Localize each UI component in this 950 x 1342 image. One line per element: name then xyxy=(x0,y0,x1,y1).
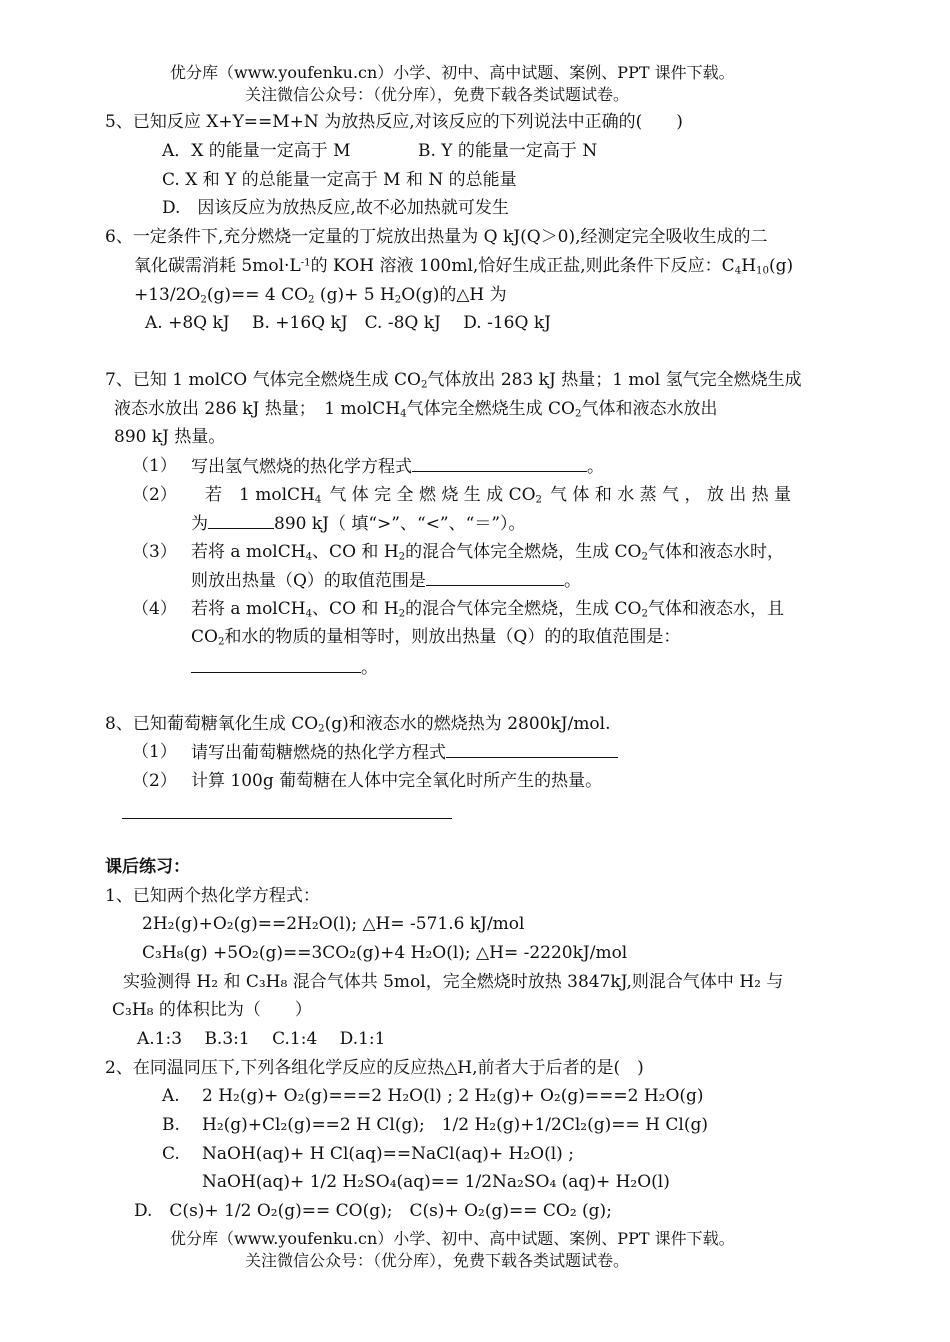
h1-options: A.1:3 B.3:1 C.1:4 D.1:1 xyxy=(137,1029,386,1049)
q7-part-4-text: 若将 a molCH$_4$、CO 和 $H_2$的混合气体完全燃烧，生成 $CO_2$气体和液态水，且 xyxy=(191,599,784,620)
h2-option-b-text: H₂(g)+Cl₂(g)==2 H Cl(g); 1/2 H₂(g)+1/2Cl₂(g)== H Cl(g) xyxy=(202,1115,708,1135)
q8-part-1-label: （1） xyxy=(132,742,177,762)
q7-part-4-line-3: 。 xyxy=(191,656,378,679)
q5-option-d: D. 因该反应为放热反应,故不必加热就可发生 xyxy=(162,198,509,218)
q6-options: A. +8Q kJ B. +16Q kJ C. -8Q kJ D. -16Q kJ xyxy=(145,313,551,333)
q5-option-c: C. X 和 Y 的总能量一定高于 M 和 N 的总能量 xyxy=(162,170,517,190)
q7-part-2-label: （2） xyxy=(132,485,177,505)
q7-part-1-text: 写出氢气燃烧的热化学方程式 。 xyxy=(191,457,604,477)
q8-part-2-text: 计算 100g 葡萄糖在人体中完全氧化时所产生的热量。 xyxy=(191,771,603,791)
q7-part-4-line-2: $CO_2$和水的物质的量相等时，则放出热量（Q）的的取值范围是： xyxy=(191,627,681,648)
h1-line-3: 实验测得 H₂ 和 C₃H₈ 混合气体共 5mol，完全燃烧时放热 3847kJ,则混合气体中 H₂ 与 xyxy=(123,972,784,992)
footer-line-2: 关注微信公众号：（优分库），免费下载各类试题试卷。 xyxy=(245,1251,630,1270)
q7-line-3: 890 kJ 热量。 xyxy=(114,427,226,447)
q7-part-3-line-2: 则放出热量（Q）的取值范围是 。 xyxy=(191,571,581,591)
h2-option-c-label: C. xyxy=(162,1144,180,1164)
q8-part-2-label: （2） xyxy=(132,771,177,791)
q7-part-2-text: 若 1 molCH$_4$ 气 体 完 全 燃 烧 生 成 $CO_2$ 气 体 和 水 蒸 气 ， 放 出 热 量 xyxy=(205,485,792,506)
q7-part-3-text: 若将 a molCH$_4$、CO 和 $H_2$的混合气体完全燃烧，生成 $CO_2$气体和液态水时， xyxy=(191,542,784,563)
h2-option-c-text: NaOH(aq)+ H Cl(aq)==NaCl(aq)+ H₂O(l) ; xyxy=(202,1144,574,1164)
footer-line-1: 优分库（www.youfenku.cn）小学、初中、高中试题、案例、PPT 课件下载。 xyxy=(170,1229,735,1248)
q8-part-1-text: 请写出葡萄糖燃烧的热化学方程式 xyxy=(191,741,618,764)
answer-blank xyxy=(208,512,274,529)
q7-line-1: 7、已知 1 molCO 气体完全燃烧生成 $CO_2$气体放出 283 kJ 热量；1 mol 氢气完全燃烧生成 xyxy=(105,370,802,391)
answer-blank xyxy=(412,455,587,472)
h1-stem: 1、已知两个热化学方程式： xyxy=(105,886,320,906)
answer-blank xyxy=(446,741,618,758)
h2-stem: 2、在同温同压下,下列各组化学反应的反应热△H,前者大于后者的是( ) xyxy=(105,1058,644,1078)
q6-line-3: $+13/2O_2(g)== 4$ $CO_2$ (g)+ 5 $H_2O(g)$的△H 为 xyxy=(134,285,507,306)
q6-line-1: 6、一定条件下,充分燃烧一定量的丁烷放出热量为 Q kJ(Q＞0),经测定完全吸收生成的二 xyxy=(105,227,768,247)
q7-part-2-line-2: 为 890 kJ（ 填“>”、“<”、“＝”）。 xyxy=(191,514,526,534)
header-line-2: 关注微信公众号：（优分库），免费下载各类试题试卷。 xyxy=(245,85,630,104)
h2-option-a-text: 2 H₂(g)+ O₂(g)===2 H₂O(l) ; 2 H₂(g)+ O₂(g)===2 H₂O(g) xyxy=(202,1086,704,1106)
h1-line-4: C₃H₈ 的体积比为（ ） xyxy=(112,1000,312,1020)
q7-part-1-label: （1） xyxy=(132,456,177,476)
h2-option-a-label: A. xyxy=(162,1086,180,1106)
q5-option-a: A．X 的能量一定高于 M xyxy=(162,141,351,161)
q7-part-4-label: （4） xyxy=(132,599,177,619)
header-line-1: 优分库（www.youfenku.cn）小学、初中、高中试题、案例、PPT 课件下载。 xyxy=(170,63,735,82)
q6-line-2: 氧化碳需消耗 $5mol\cdot L^{-1}$的 KOH 溶液 100ml,恰好生成正盐,则此条件下反应：$C_4H_{10}(g)$ xyxy=(134,256,794,277)
answer-blank xyxy=(426,569,564,586)
q7-line-2: 液态水放出 286 kJ 热量； 1 molCH$_4$气体完全燃烧生成 $CO_2$气体和液态水放出 xyxy=(114,399,718,420)
section-title: 课后练习： xyxy=(105,857,190,877)
answer-blank xyxy=(191,656,361,673)
q5-stem: 5、已知反应 X+Y==M+N 为放热反应,对该反应的下列说法中正确的( ) xyxy=(105,112,683,132)
q5-option-b: B. Y 的能量一定高于 N xyxy=(418,141,598,161)
q7-part-3-label: （3） xyxy=(132,542,177,562)
h2-option-b-label: B. xyxy=(162,1115,180,1135)
answer-line xyxy=(122,818,452,819)
q8-stem: 8、已知葡萄糖氧化生成 $CO_2(g)$和液态水的燃烧热为 2800kJ/mol. xyxy=(105,714,611,735)
h1-equation-2: C₃H₈(g) +5O₂(g)==3CO₂(g)+4 H₂O(l); △H= -2220kJ/mol xyxy=(142,943,628,963)
h1-equation-1: 2H₂(g)+O₂(g)==2H₂O(l); △H= -571.6 kJ/mol xyxy=(142,914,525,934)
h2-option-c-text-2: NaOH(aq)+ 1/2 H₂SO₄(aq)== 1/2Na₂SO₄ (aq)+ H₂O(l) xyxy=(202,1172,670,1192)
h2-option-d: D. C(s)+ 1/2 O₂(g)== CO(g); C(s)+ O₂(g)== CO₂ (g); xyxy=(134,1201,612,1221)
